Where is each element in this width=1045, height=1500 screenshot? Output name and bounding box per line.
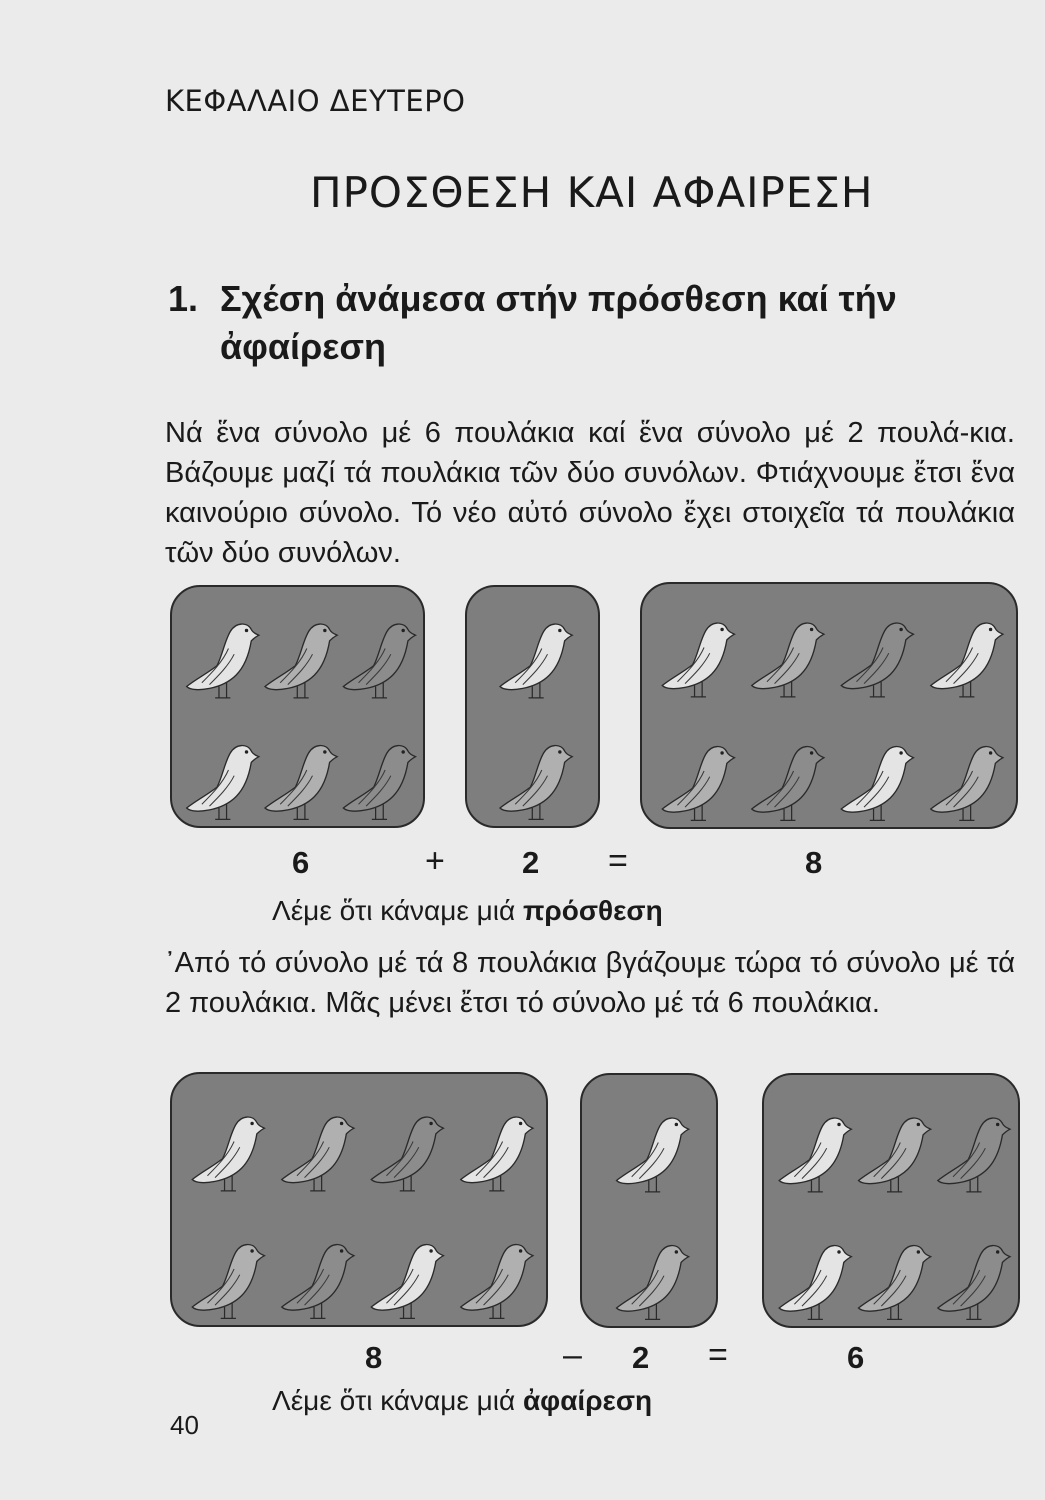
bird-icon <box>931 747 1003 821</box>
bird-icon <box>841 747 913 821</box>
subtraction-operand-a: 8 <box>365 1340 383 1375</box>
bird-icon <box>500 624 572 698</box>
bird-icon <box>779 1118 851 1192</box>
bird-icon <box>752 747 824 821</box>
addition-operand-a: 6 <box>292 845 310 880</box>
bird-icon <box>371 1245 443 1319</box>
conclusion-text: Λέμε ὅτι κάναμε μιά <box>272 895 523 926</box>
bird-set-six <box>762 1073 1020 1328</box>
section-title: Σχέση ἀνάμεσα στήν πρόσθεση καί τήν ἀφαίρεση <box>220 278 897 367</box>
bird-icon <box>938 1118 1010 1192</box>
bird-icon <box>938 1246 1010 1320</box>
bird-icon <box>265 624 337 698</box>
bird-set-two <box>580 1073 718 1328</box>
bird-icon <box>859 1118 931 1192</box>
bird-set-six <box>170 585 425 828</box>
birds-group <box>172 587 427 830</box>
bird-icon <box>187 746 259 820</box>
bird-icon <box>461 1117 533 1191</box>
bird-icon <box>859 1246 931 1320</box>
addition-plus-sign: + <box>425 842 445 880</box>
birds-group <box>764 1075 1022 1330</box>
birds-group <box>582 1075 720 1330</box>
bird-icon <box>461 1245 533 1319</box>
section-number: 1. <box>168 278 199 319</box>
birds-group <box>642 584 1020 831</box>
bird-icon <box>500 746 572 820</box>
birds-group <box>467 587 602 830</box>
addition-equals-sign: = <box>608 842 628 880</box>
bird-icon <box>192 1245 264 1319</box>
page-title: ΠΡΟΣΘΕΣΗ ΚΑΙ ΑΦΑΙΡΕΣΗ <box>310 168 874 217</box>
bird-icon <box>662 623 734 697</box>
conclusion-keyword: ἀφαίρεση <box>522 1385 653 1416</box>
bird-icon <box>282 1245 354 1319</box>
paragraph-subtraction: ᾿Από τό σύνολο μέ τά 8 πουλάκια βγάζουμε τώρα τό σύνολο μέ τά 2 πουλάκια. Μᾶς μένει ἔτσι τό σύνολο μέ τά 6 πουλάκια. <box>165 947 1015 1019</box>
bird-icon <box>779 1246 851 1320</box>
bird-icon <box>617 1118 689 1192</box>
subtraction-result: 6 <box>847 1340 865 1375</box>
addition-conclusion <box>272 895 663 927</box>
birds-group <box>172 1074 550 1329</box>
conclusion-text: Λέμε ὅτι κάναμε μιά <box>272 1385 523 1416</box>
paragraph-addition: Νά ἕνα σύνολο μέ 6 πουλάκια καί ἕνα σύνολο μέ 2 πουλά-κια. Βάζουμε μαζί τά πουλάκια τῶν δύο συνόλων. Φτιάχνουμε ἔτσι ἕνα καινούριο σύνολο. Τό νέο αὐτό σύνολο ἔχει στοιχεῖα τά πουλάκια τῶν δύο συνόλων. <box>165 417 1015 569</box>
bird-icon <box>187 624 259 698</box>
bird-icon <box>662 747 734 821</box>
subtraction-conclusion <box>272 1385 652 1417</box>
bird-icon <box>841 623 913 697</box>
addition-operand-b: 2 <box>522 845 540 880</box>
conclusion-keyword: πρόσθεση <box>522 895 663 926</box>
bird-icon <box>752 623 824 697</box>
bird-set-eight <box>640 582 1018 829</box>
bird-icon <box>192 1117 264 1191</box>
addition-result: 8 <box>805 845 823 880</box>
bird-icon <box>931 623 1003 697</box>
bird-icon <box>371 1117 443 1191</box>
bird-icon <box>617 1246 689 1320</box>
page-number: 40 <box>170 1410 199 1440</box>
bird-icon <box>343 746 415 820</box>
chapter-label: ΚΕΦΑΛΑΙΟ ΔΕΥΤΕΡΟ <box>165 84 466 118</box>
bird-set-eight <box>170 1072 548 1327</box>
subtraction-minus-sign: – <box>563 1336 582 1374</box>
bird-set-two <box>465 585 600 828</box>
bird-icon <box>343 624 415 698</box>
subtraction-operand-b: 2 <box>632 1340 650 1375</box>
subtraction-equals-sign: = <box>708 1336 728 1374</box>
bird-icon <box>265 746 337 820</box>
bird-icon <box>282 1117 354 1191</box>
